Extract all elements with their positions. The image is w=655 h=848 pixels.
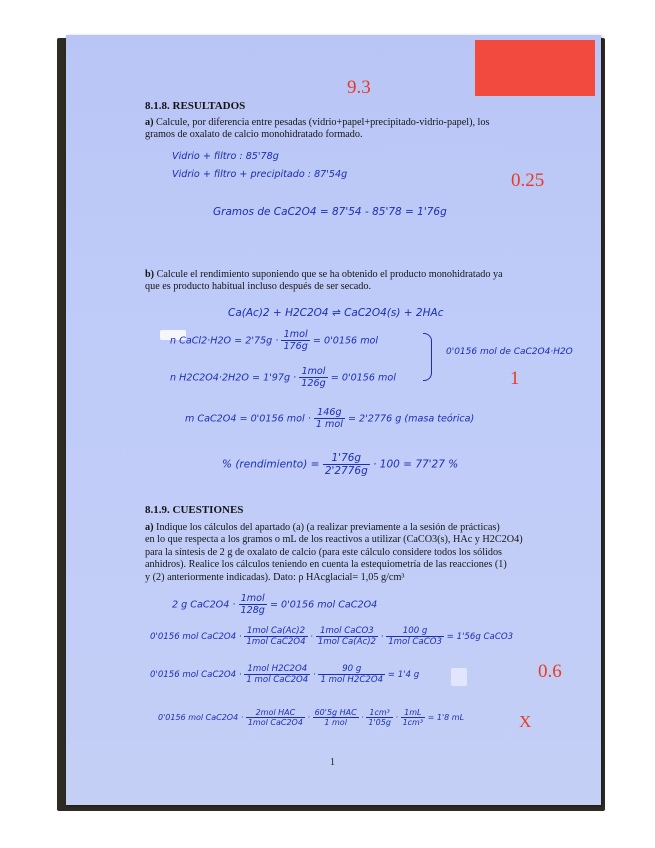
fraction: $\frac{146g}{\text{1 mol}}$ [315,407,343,430]
question-label: b) [145,269,155,280]
handwritten-calc: m CaC2O4 = 0'0156 mol · $\frac{146g}{\text{1 mol}}$ = 2'2776 g (masa teórica) [185,407,475,430]
fraction: $\frac{\text{1mol}}{176g}$ [283,329,308,352]
question-text: gramos de oxalato de calcio monohidratado formado. [145,129,363,141]
handwritten-calc: 2 g CaC2O4 · $\frac{\text{1mol}}{128g}$ = 0'0156 mol CaC2O4 [172,593,378,616]
brace-mark [423,333,432,381]
fraction: $\frac{1mL}{\text{1cm³}}$ [402,708,424,727]
grade-mark-x: X [519,712,532,731]
grade-part-a: 0.25 [511,170,545,191]
page-number: 1 [330,757,335,768]
handwritten-result: Gramos de CaC2O4 = 87'54 - 85'78 = 1'76g [213,206,447,218]
fraction: $\frac{\text{1mol}}{126g}$ [301,366,326,389]
handwritten-line: Vidrio + filtro + precipitado : 87'54g [172,169,348,180]
handwritten-calc: n CaCl2·H2O = 2'75g · $\frac{\text{1mol}}{176g}$ = 0'0156 mol [170,329,379,352]
handwritten-calc: 0'0156 mol CaC2O4 · $\frac{\text{1mol Ca(Ac)2}}{\text{1mol CaC2O4}}$ · $\frac{\text{1mol CaCO3}}{\text{1mol Ca(Ac)2}}$ · $\frac{100 g}{\text{1mol CaCO3}}$ = 1'56g CaCO3 [150,626,514,647]
question-text: que es producto habitual incluso después de ser secado. [145,281,372,293]
fraction: $\frac{\text{1cm³}}{1'05g}$ [368,708,391,727]
results-question-b [145,269,555,294]
question-label: a) [145,522,154,533]
handwritten-calc: n H2C2O4·2H2O = 1'97g · $\frac{\text{1mol}}{126g}$ = 0'0156 mol [170,366,396,389]
results-question-a [145,117,545,142]
whiteout-mark [451,668,467,686]
handwritten-brace-result: 0'0156 mol de CaC2O4·H2O [446,347,573,357]
fraction: $\frac{90 g}{\text{1 mol H2C2O4}}$ [320,664,384,685]
fraction: $\frac{\text{1mol}}{128g}$ [240,593,265,616]
fraction: $\frac{\text{1mol H2C2O4}}{\text{1 mol CaC2O4}}$ [246,664,309,685]
redaction-box [475,40,595,96]
question-label: a) [145,117,154,128]
grade-part-b: 1 [510,368,520,389]
questions-question-a: a) Indique los cálculos del apartado (a) (a realizar previamente a la sesión de prácticas) en lo que respecta a los gramos o mL de los reactivos a utilizar (CaCO3(s), HAc y H2C2O4) para la síntesis de 2 g de oxalato de calcio (para este cálculo considere todos los sólidos anhidros). Realice los cálculos teniendo en cuenta la estequiometría de las reacciones (1) y (2) anteriormente indicadas). Dato: ρ HAcglacial= 1,05 g/cm³ [145,522,523,583]
handwritten-reaction: Ca(Ac)2 + H2C2O4 ⇌ CaC2O4(s) + 2HAc [228,307,444,319]
section-heading-results: 8.1.8. RESULTADOS [145,100,246,112]
fraction: $\frac{100 g}{\text{1mol CaCO3}}$ [388,626,442,647]
handwritten-line: Vidrio + filtro : 85'78g [172,151,279,162]
handwritten-yield: % (rendimiento) = $\frac{1'76g}{2'2776g}$ · 100 = 77'27 % [222,452,459,477]
grade-total: 9.3 [347,77,371,98]
fraction: $\frac{\text{1mol Ca(Ac)2}}{\text{1mol CaC2O4}}$ [246,626,306,647]
fraction: $\frac{\text{60'5g HAC}}{\text{1 mol}}$ [314,708,357,727]
fraction: $\frac{\text{2mol HAC}}{\text{1mol CaC2O4}}$ [247,708,303,727]
grade-question-a: 0.6 [538,661,562,682]
handwritten-calc: 0'0156 mol CaC2O4 · $\frac{\text{2mol HAC}}{\text{1mol CaC2O4}}$ · $\frac{\text{60'5g HAC}}{\text{1 mol}}$ · $\frac{\text{1cm³}}{1'05g}$ · $\frac{1mL}{\text{1cm³}}$ = 1'8 mL [158,708,465,727]
section-heading-questions: 8.1.9. CUESTIONES [145,504,244,516]
question-text: Calcule el rendimiento suponiendo que se ha obtenido el producto monohidratado ya [156,269,503,280]
fraction: $\frac{\text{1mol CaCO3}}{\text{1mol Ca(Ac)2}}$ [317,626,377,647]
question-text: Calcule, por diferencia entre pesadas (vidrio+papel+precipitado-vidrio-papel), los [156,117,490,128]
handwritten-calc: 0'0156 mol CaC2O4 · $\frac{\text{1mol H2C2O4}}{\text{1 mol CaC2O4}}$ · $\frac{90 g}{\text{1 mol H2C2O4}}$ = 1'4 g [150,664,420,685]
fraction: $\frac{1'76g}{2'2776g}$ [324,452,368,477]
